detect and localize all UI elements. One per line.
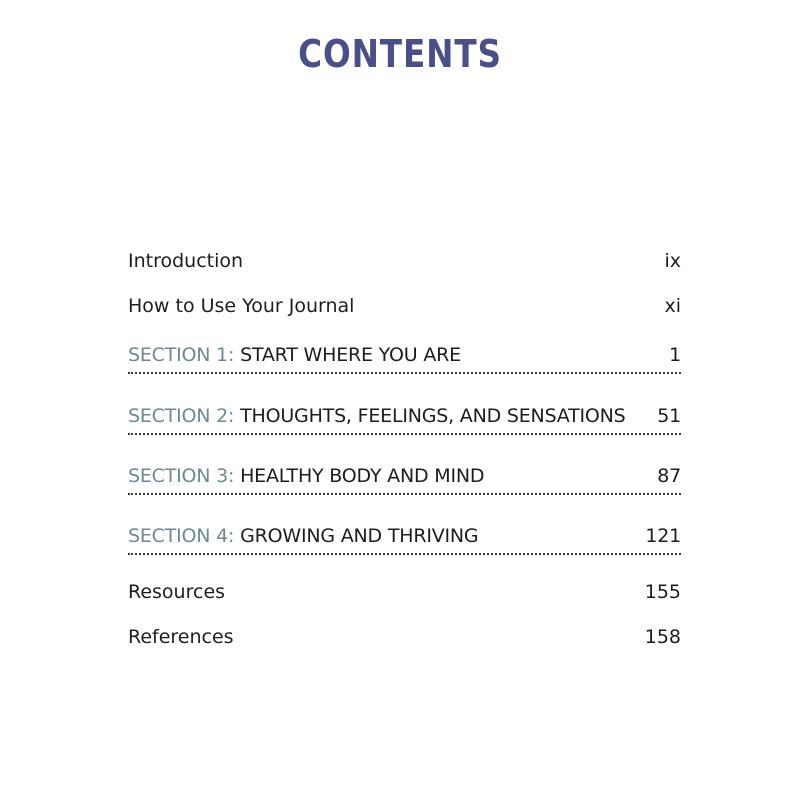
toc-entry-how-to-use[interactable] [128, 289, 681, 323]
toc-entry-page: 51 [657, 405, 681, 427]
toc-entry-page: 1 [669, 344, 681, 366]
page-title: CONTENTS [298, 32, 502, 76]
section-title: THOUGHTS, FEELINGS, AND SENSATIONS [240, 405, 626, 427]
toc-entry-resources[interactable] [128, 575, 681, 609]
toc-entry-page: xi [664, 295, 681, 317]
toc-section-2[interactable] [128, 399, 681, 435]
toc-entry-label: Resources [128, 581, 226, 603]
toc-entry-page: 158 [644, 626, 681, 648]
toc-entry-label: Introduction [128, 250, 244, 272]
toc-entry-page: 155 [644, 581, 681, 603]
section-label: SECTION 4: [128, 525, 235, 547]
toc-section-3[interactable] [128, 459, 681, 495]
toc-entry-label: How to Use Your Journal [128, 295, 355, 317]
section-title: START WHERE YOU ARE [240, 344, 461, 366]
section-label: SECTION 1: [128, 344, 235, 366]
toc-entry-page: ix [664, 250, 681, 272]
toc-entry-page: 87 [657, 465, 681, 487]
toc-entry-page: 121 [645, 525, 681, 547]
toc-entry-label: References [128, 626, 234, 648]
section-label: SECTION 2: [128, 405, 235, 427]
toc-section-1[interactable] [128, 338, 681, 374]
section-title: HEALTHY BODY AND MIND [240, 465, 485, 487]
section-title: GROWING AND THRIVING [240, 525, 479, 547]
toc-section-4[interactable] [128, 519, 681, 555]
toc-entry-references[interactable] [128, 620, 681, 654]
section-label: SECTION 3: [128, 465, 235, 487]
toc-entry-introduction[interactable] [128, 244, 681, 278]
